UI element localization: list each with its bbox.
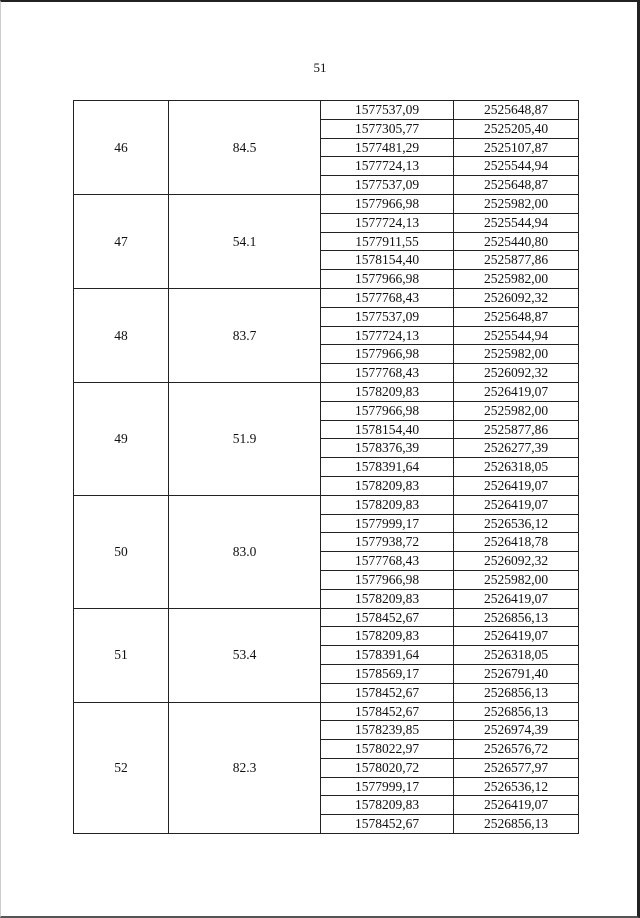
coordinate-x-cell: 1577768,43 — [321, 288, 454, 307]
coordinate-y-cell: 2525982,00 — [454, 401, 579, 420]
parcel-number-cell: 49 — [74, 382, 169, 495]
coordinate-x-cell: 1577768,43 — [321, 364, 454, 383]
coordinate-x-cell: 1577305,77 — [321, 119, 454, 138]
coordinate-y-cell: 2526418,78 — [454, 533, 579, 552]
parcel-number-cell: 48 — [74, 288, 169, 382]
coordinate-y-cell: 2526092,32 — [454, 364, 579, 383]
coordinate-x-cell: 1578452,67 — [321, 815, 454, 834]
coordinate-y-cell: 2526536,12 — [454, 514, 579, 533]
coordinate-y-cell: 2526856,13 — [454, 608, 579, 627]
table-row — [74, 101, 579, 120]
coordinate-y-cell: 2526536,12 — [454, 777, 579, 796]
table-row — [74, 702, 579, 721]
coordinate-x-cell: 1577537,09 — [321, 176, 454, 195]
coordinate-y-cell: 2525982,00 — [454, 345, 579, 364]
coordinate-x-cell: 1577724,13 — [321, 326, 454, 345]
coordinate-y-cell: 2526318,05 — [454, 458, 579, 477]
coordinate-y-cell: 2526856,13 — [454, 702, 579, 721]
coordinate-x-cell: 1578209,83 — [321, 627, 454, 646]
coordinate-y-cell: 2526092,32 — [454, 552, 579, 571]
coordinate-y-cell: 2526277,39 — [454, 439, 579, 458]
coordinate-x-cell: 1577537,09 — [321, 307, 454, 326]
coordinate-x-cell: 1577966,98 — [321, 194, 454, 213]
coordinate-x-cell: 1578376,39 — [321, 439, 454, 458]
coordinate-y-cell: 2525544,94 — [454, 157, 579, 176]
coordinate-x-cell: 1578022,97 — [321, 740, 454, 759]
table-row — [74, 382, 579, 401]
parcel-area-cell: 83.7 — [169, 288, 321, 382]
parcel-number-cell: 51 — [74, 608, 169, 702]
parcel-area-cell: 83.0 — [169, 495, 321, 608]
page-number: 51 — [313, 60, 327, 75]
coordinate-y-cell: 2526974,39 — [454, 721, 579, 740]
table-row — [74, 288, 579, 307]
coordinate-y-cell: 2525877,86 — [454, 420, 579, 439]
parcel-number-cell: 52 — [74, 702, 169, 834]
coordinate-x-cell: 1578209,83 — [321, 589, 454, 608]
coordinate-y-cell: 2525648,87 — [454, 176, 579, 195]
coordinate-x-cell: 1577724,13 — [321, 213, 454, 232]
coordinate-y-cell: 2526856,13 — [454, 815, 579, 834]
coordinate-x-cell: 1578239,85 — [321, 721, 454, 740]
coordinate-x-cell: 1577911,55 — [321, 232, 454, 251]
coordinate-x-cell: 1577768,43 — [321, 552, 454, 571]
coordinate-x-cell: 1577999,17 — [321, 514, 454, 533]
coordinate-y-cell: 2526791,40 — [454, 664, 579, 683]
coordinate-x-cell: 1578020,72 — [321, 758, 454, 777]
coordinate-y-cell: 2526419,07 — [454, 495, 579, 514]
coordinate-x-cell: 1577966,98 — [321, 270, 454, 289]
parcel-area-cell: 53.4 — [169, 608, 321, 702]
coordinate-y-cell: 2526419,07 — [454, 476, 579, 495]
coordinate-x-cell: 1577537,09 — [321, 101, 454, 120]
coordinate-y-cell: 2525205,40 — [454, 119, 579, 138]
parcel-area-cell: 84.5 — [169, 101, 321, 195]
coordinate-x-cell: 1578452,67 — [321, 608, 454, 627]
table-row — [74, 608, 579, 627]
coordinate-y-cell: 2526419,07 — [454, 589, 579, 608]
coordinate-y-cell: 2525982,00 — [454, 270, 579, 289]
table-row — [74, 495, 579, 514]
coordinate-y-cell: 2526419,07 — [454, 627, 579, 646]
coordinate-x-cell: 1577724,13 — [321, 157, 454, 176]
coordinate-x-cell: 1578569,17 — [321, 664, 454, 683]
coordinates-table-body — [74, 101, 579, 834]
coordinate-x-cell: 1578154,40 — [321, 420, 454, 439]
coordinate-y-cell: 2525107,87 — [454, 138, 579, 157]
coordinate-y-cell: 2526577,97 — [454, 758, 579, 777]
coordinate-x-cell: 1578209,83 — [321, 382, 454, 401]
coordinate-y-cell: 2525440,80 — [454, 232, 579, 251]
coordinate-y-cell: 2525877,86 — [454, 251, 579, 270]
parcel-area-cell: 51.9 — [169, 382, 321, 495]
coordinate-x-cell: 1577938,72 — [321, 533, 454, 552]
coordinate-y-cell: 2526092,32 — [454, 288, 579, 307]
coordinate-y-cell: 2526576,72 — [454, 740, 579, 759]
coordinate-x-cell: 1577999,17 — [321, 777, 454, 796]
coordinate-x-cell: 1578391,64 — [321, 646, 454, 665]
coordinate-x-cell: 1578209,83 — [321, 476, 454, 495]
coordinate-y-cell: 2526318,05 — [454, 646, 579, 665]
parcel-area-cell: 54.1 — [169, 194, 321, 288]
coordinate-x-cell: 1578452,67 — [321, 683, 454, 702]
coordinate-y-cell: 2525982,00 — [454, 194, 579, 213]
coordinate-x-cell: 1578154,40 — [321, 251, 454, 270]
coordinate-x-cell: 1577966,98 — [321, 345, 454, 364]
coordinate-x-cell: 1578209,83 — [321, 495, 454, 514]
parcel-number-cell: 46 — [74, 101, 169, 195]
coordinate-y-cell: 2526419,07 — [454, 382, 579, 401]
coordinate-y-cell: 2526856,13 — [454, 683, 579, 702]
coordinate-x-cell: 1578391,64 — [321, 458, 454, 477]
coordinate-y-cell: 2525648,87 — [454, 307, 579, 326]
coordinate-x-cell: 1577966,98 — [321, 570, 454, 589]
coordinates-table — [73, 100, 579, 834]
parcel-area-cell: 82.3 — [169, 702, 321, 834]
parcel-number-cell: 50 — [74, 495, 169, 608]
coordinate-y-cell: 2525982,00 — [454, 570, 579, 589]
coordinate-y-cell: 2525544,94 — [454, 326, 579, 345]
table-row — [74, 194, 579, 213]
parcel-number-cell: 47 — [74, 194, 169, 288]
coordinate-x-cell: 1577966,98 — [321, 401, 454, 420]
coordinate-y-cell: 2526419,07 — [454, 796, 579, 815]
coordinate-x-cell: 1578209,83 — [321, 796, 454, 815]
coordinate-x-cell: 1578452,67 — [321, 702, 454, 721]
coordinate-y-cell: 2525544,94 — [454, 213, 579, 232]
coordinate-y-cell: 2525648,87 — [454, 101, 579, 120]
coordinate-x-cell: 1577481,29 — [321, 138, 454, 157]
